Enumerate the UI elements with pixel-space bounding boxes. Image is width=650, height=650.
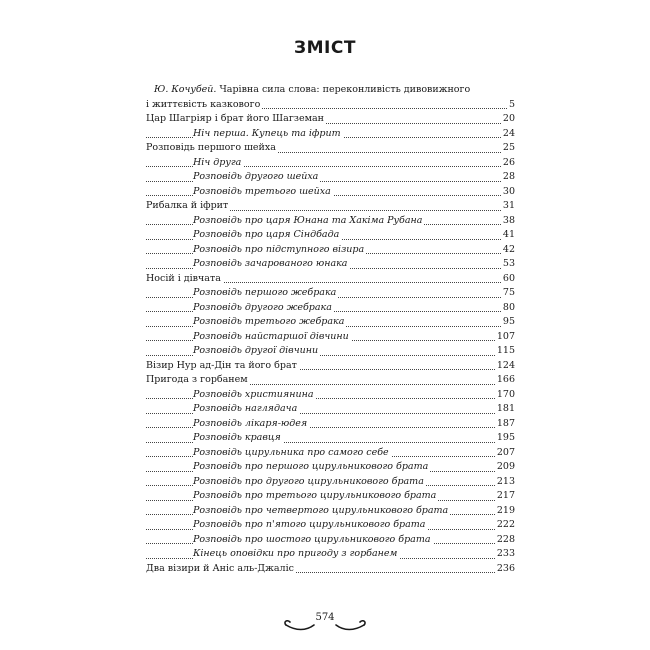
toc-entry [146,286,515,301]
toc-entry [146,417,515,432]
toc-entry [146,431,515,446]
toc-entry-title: Розповідь третього шейха [193,185,331,197]
author-name: Ю. Кочубей. [154,84,217,95]
toc-entry-page: 195 [495,431,515,446]
toc-entry-page: 219 [495,504,515,519]
toc-entry [146,547,515,562]
toc-entry [146,272,515,287]
toc-entry-page: 170 [495,388,515,403]
toc-entry-page: 187 [495,417,515,432]
toc-entry-title: Цар Шагріяр і брат його Шагземан [146,113,324,124]
toc-entry [146,112,515,127]
toc-entry [146,489,515,504]
toc-entry-page: 42 [501,243,515,258]
toc-entry-page: 222 [495,518,515,533]
toc-entry-page: 124 [495,359,515,374]
toc-entry-title: Розповідь кравця [193,432,281,443]
toc-entry-page: 115 [495,344,515,359]
toc-entry-title: Ніч перша. Купець та іфрит [193,127,341,139]
toc-entry-title: Розповідь про царя Сіндбада [193,229,340,240]
toc-entry-page: 80 [501,301,515,316]
toc-entry-page: 207 [495,446,515,461]
toc-entry [146,156,515,171]
toc-entry-page: 31 [501,199,515,214]
toc-entry [146,127,515,142]
toc-entry-title: Розповідь про царя Юнана та Хакіма Рубана [193,214,423,226]
toc-entry-title: Розповідь про першого цирульникового брата [193,461,429,472]
toc-entry-page: 30 [501,185,515,200]
toc-entry-title: Розповідь про підступного візира [193,243,365,255]
toc-entry-page: 213 [495,475,515,490]
toc-entry-page: 38 [501,214,515,229]
toc-entry-title: Розповідь першого шейха [146,142,276,153]
toc-entry-page: 25 [501,141,515,156]
page-title: ЗМІСТ [294,38,356,58]
toc-entry [146,344,515,359]
toc-entry-page: 28 [501,170,515,185]
toc-entry-page: 20 [501,112,515,127]
toc-entry [146,475,515,490]
toc-entry-title: Розповідь другого шейха [193,171,319,182]
toc-entry-title: Розповідь про п'ятого цирульникового брата [193,519,426,530]
toc-entry [146,98,515,113]
toc-entry [146,518,515,533]
toc-entry-title: і життєвість казкового [146,98,261,110]
toc-entry-page: 24 [501,127,515,142]
toc-entry [146,257,515,272]
toc-entry [146,185,515,200]
toc-entry-title: Кінець оповідки про пригоду з горбанем [193,548,398,559]
toc-entry-title: Розповідь другого жебрака [193,301,332,313]
toc-entry-page: 233 [495,547,515,562]
toc-entry-page: 166 [495,373,515,388]
toc-entry-title: Розповідь про другого цирульникового брата [193,475,424,487]
toc-entry [146,504,515,519]
toc-entry-page: 5 [507,98,515,113]
toc-entry-title: Розповідь другої дівчини [193,345,319,356]
toc-entry-title: Розповідь про третього цирульникового брата [193,490,437,501]
toc-entry-title: Два візири й Аніс аль-Джаліс [146,562,294,574]
toc-entry [146,170,515,185]
toc-entry [146,533,515,548]
toc-entry-page: 236 [495,562,515,577]
toc-entry-title: Розповідь зачарованого юнака [193,258,348,269]
toc-entry-title: Розповідь третього жебрака [193,316,345,327]
toc-entry [146,228,515,243]
toc-entry [146,446,515,461]
toc-entry-title: Розповідь найстаршої дівчини [193,330,349,342]
toc-entry-page: 26 [501,156,515,171]
toc-entry [146,402,515,417]
toc-entry [146,243,515,258]
toc-entry-title: Розповідь про четвертого цирульникового брата [193,504,449,516]
toc-entry [146,388,515,403]
toc-entry-page: 217 [495,489,515,504]
toc-entry-title: Пригода з горбанем [146,374,248,385]
toc-entry [146,199,515,214]
toc-entry-title: Візир Нур ад-Дін та його брат [146,359,297,371]
toc-entry-title: Ю. Кочубей. Чарівна сила слова: переконливість дивовижного [154,84,471,95]
toc-entry [146,373,515,388]
toc-entry [146,141,515,156]
toc-entry-page: 209 [495,460,515,475]
toc-entry-title: Розповідь лікаря-юдея [193,417,308,429]
toc-entry-title: Рибалка й іфрит [146,200,229,211]
table-of-contents [146,83,515,576]
toc-entry [146,562,515,577]
toc-entry-title: Ніч друга [193,156,242,168]
toc-entry-title: Розповідь наглядача [193,403,298,414]
toc-entry-title: Розповідь цирульника про самого себе [193,446,389,458]
toc-entry-page: 181 [495,402,515,417]
toc-entry-title: Носій і дівчата [146,272,221,284]
toc-entry-page: 53 [501,257,515,272]
toc-entry-title: Розповідь християнина [193,388,314,400]
toc-entry-page: 41 [501,228,515,243]
page-number: 574 [315,612,335,623]
toc-entry-page: 107 [495,330,515,345]
toc-entry-page: 75 [501,286,515,301]
toc-entry [146,83,515,98]
toc-entry [146,315,515,330]
toc-entry [146,301,515,316]
toc-entry-title: Розповідь першого жебрака [193,287,337,298]
toc-entry-page: 95 [501,315,515,330]
toc-entry-title: Розповідь про шостого цирульникового брата [193,533,431,545]
toc-entry [146,359,515,374]
toc-entry-page: 228 [495,533,515,548]
toc-entry [146,214,515,229]
toc-entry [146,330,515,345]
toc-entry-page: 60 [501,272,515,287]
toc-entry [146,460,515,475]
